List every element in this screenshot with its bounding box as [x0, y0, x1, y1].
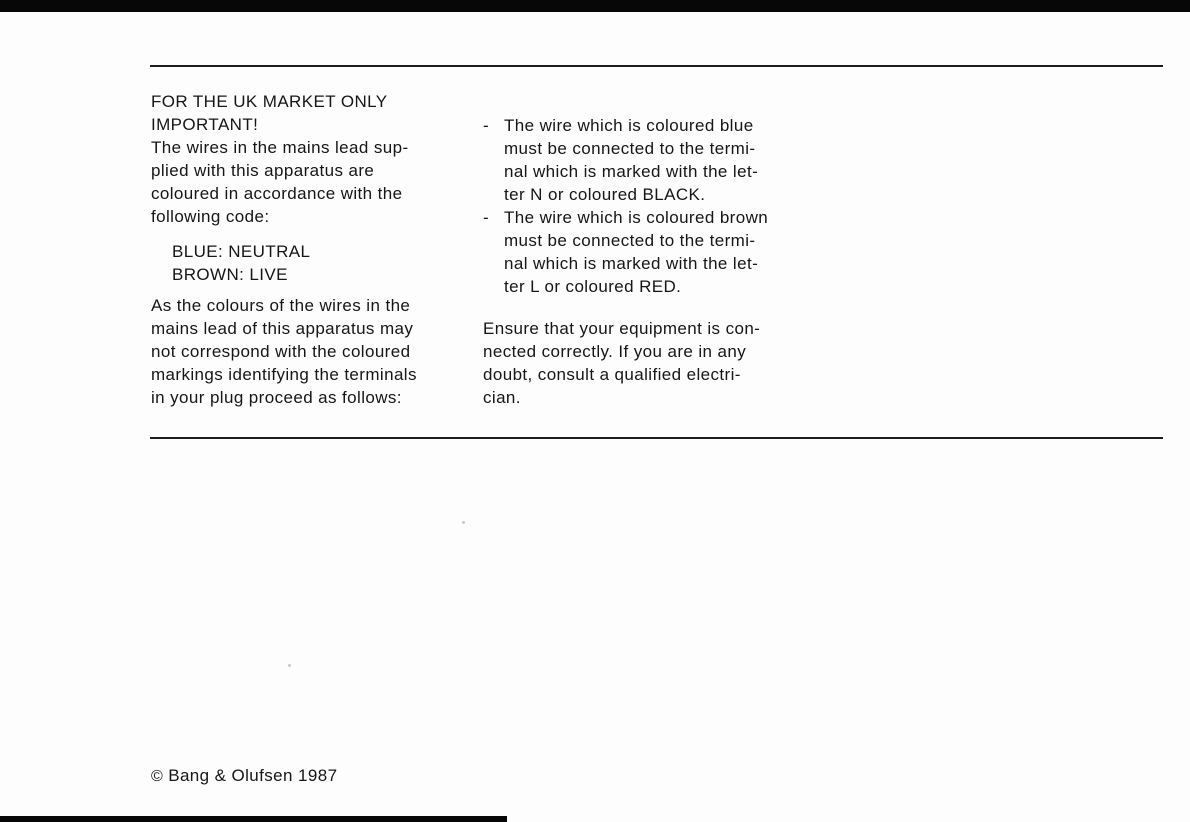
copyright-text: Bang & Olufsen 1987 [168, 766, 338, 785]
code-line-brown: BROWN: LIVE [172, 265, 288, 284]
body-line: mains lead of this apparatus may [151, 319, 414, 338]
bullet-text [504, 114, 758, 206]
important-line: IMPORTANT! [151, 115, 259, 134]
bullet-line: must be connected to the termi- [504, 139, 756, 158]
bullet-line: The wire which is coloured brown [504, 208, 769, 227]
scan-artifact-top-bar [0, 0, 1190, 12]
bullet-line: nal which is marked with the let- [504, 254, 759, 273]
copyright-line [151, 764, 337, 788]
bottom-horizontal-rule [150, 437, 1163, 439]
body-line: plied with this apparatus are [151, 161, 375, 180]
bullet-item-brown-wire [483, 206, 813, 298]
ensure-connection-paragraph [483, 317, 813, 409]
bullet-item-blue-wire [483, 114, 813, 206]
closing-line: cian. [483, 388, 521, 407]
body-line: markings identifying the terminals [151, 365, 417, 384]
body-line: not correspond with the coloured [151, 342, 411, 361]
bullet-line: must be connected to the termi- [504, 231, 756, 250]
closing-line: doubt, consult a qualified electri- [483, 365, 741, 384]
bullet-line: ter L or coloured RED. [504, 277, 682, 296]
dash-bullet: - [483, 116, 489, 135]
body-line: As the colours of the wires in the [151, 296, 411, 315]
copyright-symbol: © [151, 768, 164, 785]
scan-speck [288, 664, 291, 667]
body-line: following code: [151, 207, 270, 226]
colours-explanation-paragraph [151, 294, 466, 409]
bullet-line: The wire which is coloured blue [504, 116, 754, 135]
body-line: The wires in the mains lead sup- [151, 138, 409, 157]
right-column [483, 114, 813, 409]
bullet-line: nal which is marked with the let- [504, 162, 759, 181]
closing-line: Ensure that your equipment is con- [483, 319, 761, 338]
market-heading-line: FOR THE UK MARKET ONLY [151, 92, 388, 111]
scan-artifact-bottom-bar [0, 816, 507, 822]
code-line-blue: BLUE: NEUTRAL [172, 242, 311, 261]
scan-speck [462, 521, 465, 524]
colour-code-block [172, 240, 466, 286]
dash-bullet: - [483, 208, 489, 227]
body-line: coloured in accordance with the [151, 184, 403, 203]
body-line: in your plug proceed as follows: [151, 388, 402, 407]
top-horizontal-rule [150, 65, 1163, 67]
uk-market-notice [151, 90, 466, 228]
bullet-text [504, 206, 768, 298]
closing-line: nected correctly. If you are in any [483, 342, 747, 361]
bullet-line: ter N or coloured BLACK. [504, 185, 706, 204]
left-column [151, 90, 466, 409]
